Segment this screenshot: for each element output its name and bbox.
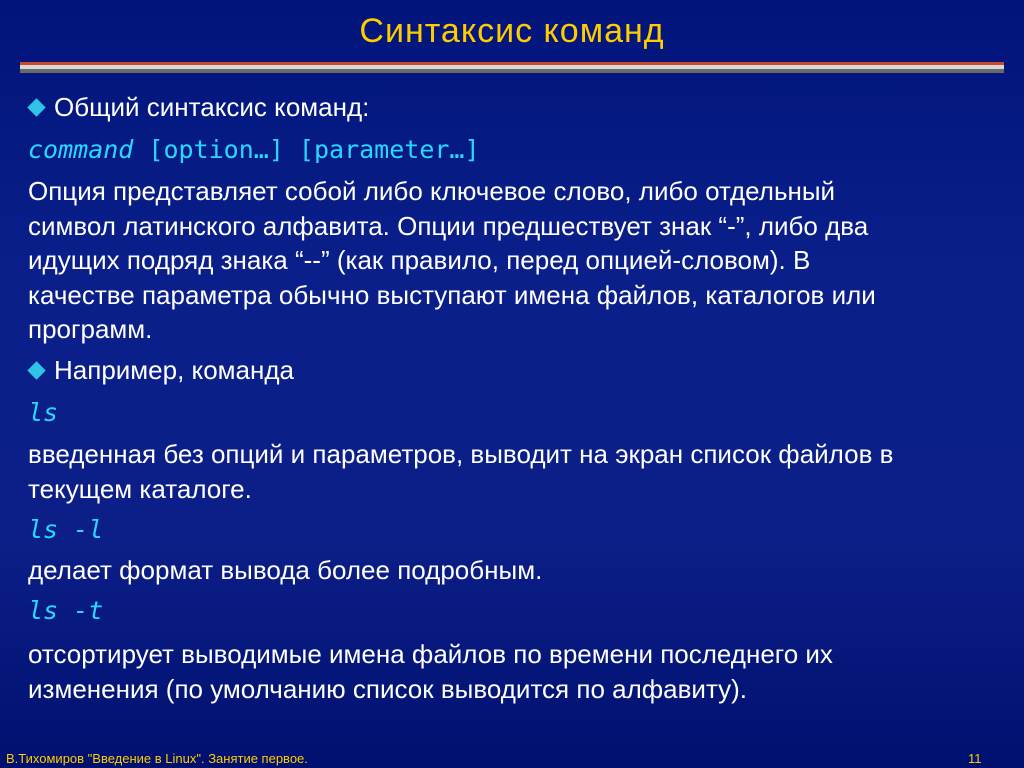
footer-caption: В.Тихомиров "Введение в Linux". Занятие первое. (6, 751, 308, 766)
syntax-command: command (28, 135, 134, 164)
description-line: идущих подряд знака “--” (как правило, перед опцией-словом). В (28, 245, 811, 275)
description-line: изменения (по умолчанию список выводится по алфавиту). (28, 673, 748, 704)
bullet-example (28, 355, 294, 386)
slide-title: Синтаксис команд (359, 12, 665, 50)
diamond-bullet-icon (27, 98, 45, 116)
description-line: отсортирует выводимые имена файлов по времени последнего их (28, 639, 833, 669)
description-line: символ латинского алфавита. Опции предшествует знак “-”, либо два (28, 210, 869, 241)
bullet-syntax-text: Общий синтаксис команд: (54, 92, 370, 122)
command-ls-l: ls -l (28, 515, 104, 544)
command-ls: ls (28, 398, 59, 427)
description-line: введенная без опций и параметров, выводит на экран список файлов в (28, 439, 894, 469)
syntax-options: [option…] [parameter…] (133, 135, 480, 164)
bullet-example-text: Например, команда (54, 355, 294, 385)
description-line: качестве параметра обычно выступают имена файлов, каталогов или (28, 279, 876, 310)
diamond-bullet-icon (27, 361, 45, 379)
description-ls-l: делает формат вывода более подробным. (28, 555, 543, 585)
page-number: 11 (968, 751, 982, 766)
description-ls-t (28, 637, 988, 706)
title-divider (20, 62, 1004, 76)
description-line: Опция представляет собой либо ключевое слово, либо отдельный (28, 176, 836, 206)
bullet-syntax (28, 92, 369, 123)
option-description (28, 174, 988, 347)
syntax-line (28, 135, 480, 164)
description-line: программ. (28, 314, 153, 344)
description-ls (28, 437, 988, 506)
command-ls-t: ls -t (28, 596, 104, 625)
example-ls-l (28, 515, 103, 544)
description-line: текущем каталоге. (28, 473, 252, 504)
example-ls-t (28, 596, 103, 625)
divider-shadow-line (20, 69, 1004, 73)
example-ls (28, 398, 58, 427)
